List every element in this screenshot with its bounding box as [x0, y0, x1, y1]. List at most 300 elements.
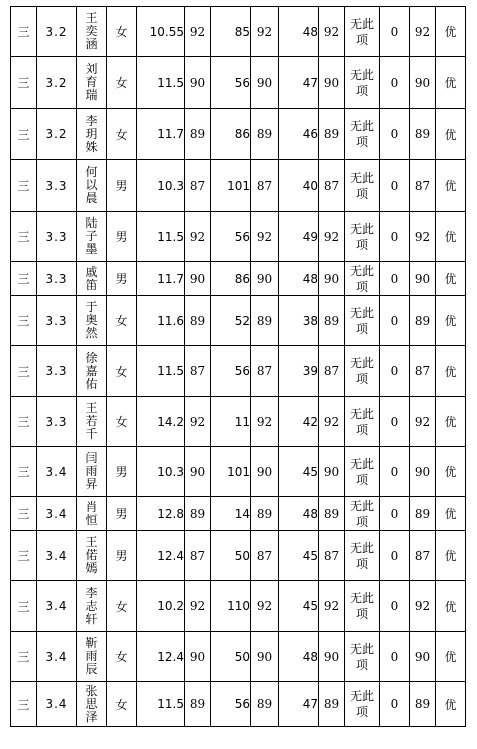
- situp-score-cell-text: 87: [323, 364, 340, 378]
- sprint-time-cell-text: 10.3: [157, 178, 184, 193]
- sprint-time-cell: [137, 296, 185, 346]
- situp-score-cell-text: 92: [323, 24, 340, 39]
- name-cell: [77, 262, 107, 296]
- class-cell: [37, 212, 77, 262]
- extra-points-cell-text: 0: [390, 464, 399, 479]
- rating-cell-text: 优: [444, 507, 457, 521]
- grade-cell-text: 三: [17, 364, 30, 379]
- gender-cell: [107, 296, 137, 346]
- sprint-time-cell-text: 12.8: [157, 506, 184, 521]
- rating-cell-text: 优: [444, 25, 457, 39]
- situp-score-cell: [319, 262, 345, 296]
- grade-cell: [11, 397, 37, 447]
- class-cell: [37, 262, 77, 296]
- class-cell-text: 3.3: [45, 414, 68, 429]
- rope-score-cell-text: 89: [256, 127, 273, 141]
- sprint-score-cell-text: 90: [189, 75, 206, 90]
- rope-score-cell-text: 92: [256, 414, 273, 429]
- class-cell: [37, 581, 77, 632]
- sprint-score-cell-text: 92: [189, 599, 206, 613]
- bonus-item-cell-text: 无此项: [349, 591, 374, 621]
- class-cell-text: 3.3: [45, 229, 68, 244]
- situp-count-cell: [279, 397, 319, 447]
- total-score-cell: [410, 262, 436, 296]
- total-score-cell: [410, 7, 436, 57]
- rating-cell: [436, 57, 466, 109]
- total-score-cell-text: 92: [414, 414, 431, 429]
- situp-score-cell-text: 90: [323, 649, 340, 664]
- total-score-cell: [410, 109, 436, 160]
- table-row: [11, 57, 466, 109]
- rating-cell-text: 优: [444, 650, 457, 664]
- situp-score-cell: [319, 346, 345, 397]
- situp-score-cell-text: 87: [323, 178, 340, 193]
- extra-points-cell: [380, 57, 410, 109]
- table-row: [11, 682, 466, 727]
- rope-count-cell-text: 50: [234, 649, 250, 664]
- table-row: [11, 447, 466, 497]
- rating-cell: [436, 212, 466, 262]
- extra-points-cell: [380, 531, 410, 581]
- name-cell-text: 靳雨辰: [85, 636, 98, 676]
- class-cell-text: 3.4: [45, 649, 68, 664]
- situp-score-cell: [319, 397, 345, 447]
- class-cell: [37, 397, 77, 447]
- sprint-time-cell: [137, 632, 185, 682]
- rope-count-cell: [211, 632, 251, 682]
- grade-cell: [11, 682, 37, 727]
- class-cell-text: 3.2: [45, 127, 68, 141]
- situp-count-cell: [279, 531, 319, 581]
- table-row: [11, 262, 466, 296]
- grade-cell: [11, 581, 37, 632]
- gender-cell: [107, 160, 137, 212]
- sprint-score-cell: [185, 57, 211, 109]
- rating-cell: [436, 109, 466, 160]
- sprint-score-cell-text: 87: [189, 364, 206, 378]
- rope-count-cell: [211, 57, 251, 109]
- gender-cell-text: 男: [115, 179, 128, 193]
- total-score-cell-text: 89: [414, 313, 431, 328]
- sprint-time-cell-text: 11.7: [157, 127, 184, 141]
- name-cell: [77, 397, 107, 447]
- rope-score-cell: [251, 531, 279, 581]
- situp-score-cell-text: 89: [323, 313, 340, 328]
- grade-cell-text: 三: [17, 549, 30, 563]
- class-cell-text: 3.4: [45, 599, 68, 613]
- name-cell: [77, 447, 107, 497]
- total-score-cell: [410, 531, 436, 581]
- rope-count-cell-text: 56: [234, 364, 250, 378]
- class-cell-text: 3.4: [45, 506, 68, 521]
- name-cell-text: 刘育瑞: [85, 62, 98, 102]
- sprint-score-cell: [185, 447, 211, 497]
- bonus-item-cell-text: 无此项: [349, 16, 374, 47]
- sprint-time-cell: [137, 57, 185, 109]
- situp-score-cell-text: 92: [323, 414, 340, 429]
- rope-score-cell-text: 92: [256, 24, 273, 39]
- class-cell-text: 3.4: [45, 464, 68, 479]
- bonus-item-cell: [345, 632, 380, 682]
- bonus-item-cell-text: 无此项: [349, 540, 374, 571]
- rating-cell-text: 优: [444, 465, 457, 479]
- name-cell-text: 于奥然: [85, 300, 98, 340]
- name-cell: [77, 497, 107, 531]
- rope-score-cell: [251, 682, 279, 727]
- bonus-item-cell-text: 无此项: [349, 67, 374, 98]
- sprint-time-cell-text: 12.4: [157, 548, 184, 563]
- bonus-item-cell-text: 无此项: [349, 263, 374, 294]
- sprint-time-cell-text: 10.2: [157, 599, 184, 613]
- situp-count-cell: [279, 682, 319, 727]
- rope-count-cell: [211, 212, 251, 262]
- total-score-cell-text: 90: [414, 464, 431, 479]
- rope-score-cell-text: 87: [256, 548, 273, 563]
- grade-cell: [11, 447, 37, 497]
- sprint-score-cell: [185, 212, 211, 262]
- sprint-score-cell: [185, 7, 211, 57]
- grade-cell: [11, 497, 37, 531]
- rope-count-cell-text: 50: [234, 548, 250, 563]
- rope-score-cell: [251, 296, 279, 346]
- sprint-time-cell-text: 10.3: [157, 464, 184, 479]
- rating-cell-text: 优: [444, 415, 457, 429]
- grade-cell-text: 三: [17, 314, 30, 328]
- table-row: [11, 531, 466, 581]
- sprint-score-cell: [185, 682, 211, 727]
- class-cell-text: 3.3: [45, 178, 68, 193]
- gender-cell: [107, 447, 137, 497]
- sprint-score-cell: [185, 296, 211, 346]
- rating-cell: [436, 7, 466, 57]
- sprint-time-cell: [137, 581, 185, 632]
- sprint-score-cell: [185, 160, 211, 212]
- situp-score-cell: [319, 109, 345, 160]
- rope-score-cell: [251, 397, 279, 447]
- extra-points-cell: [380, 397, 410, 447]
- table-row: [11, 581, 466, 632]
- situp-count-cell: [279, 296, 319, 346]
- bonus-item-cell-text: 无此项: [349, 689, 374, 719]
- rope-count-cell-text: 110: [227, 599, 250, 613]
- rating-cell-text: 优: [444, 549, 457, 563]
- situp-score-cell-text: 90: [323, 75, 340, 90]
- rope-score-cell-text: 87: [256, 364, 273, 378]
- rope-count-cell-text: 11: [234, 414, 250, 429]
- gender-cell-text: 男: [115, 230, 128, 244]
- class-cell: [37, 109, 77, 160]
- situp-count-cell-text: 47: [302, 75, 318, 90]
- rope-count-cell-text: 86: [234, 127, 250, 141]
- sprint-time-cell-text: 14.2: [157, 414, 184, 429]
- extra-points-cell: [380, 581, 410, 632]
- gender-cell: [107, 397, 137, 447]
- class-cell: [37, 531, 77, 581]
- gender-cell-text: 女: [115, 127, 128, 142]
- bonus-item-cell-text: 无此项: [349, 456, 374, 487]
- extra-points-cell-text: 0: [390, 414, 399, 429]
- class-cell-text: 3.3: [45, 271, 68, 286]
- gender-cell-text: 男: [115, 272, 128, 286]
- name-cell-text: 戚笛: [85, 264, 98, 292]
- class-cell: [37, 682, 77, 727]
- rating-cell-text: 优: [444, 314, 457, 328]
- rope-count-cell: [211, 497, 251, 531]
- extra-points-cell-text: 0: [390, 229, 399, 244]
- name-cell: [77, 632, 107, 682]
- rope-count-cell-text: 56: [234, 229, 250, 244]
- situp-count-cell-text: 38: [302, 313, 318, 328]
- gender-cell: [107, 682, 137, 727]
- situp-count-cell: [279, 581, 319, 632]
- rope-count-cell: [211, 682, 251, 727]
- extra-points-cell-text: 0: [390, 697, 399, 711]
- grade-cell-text: 三: [17, 507, 30, 521]
- total-score-cell-text: 90: [414, 271, 431, 286]
- class-cell-text: 3.2: [45, 75, 68, 90]
- rope-count-cell-text: 85: [234, 24, 250, 39]
- situp-count-cell-text: 47: [302, 697, 318, 711]
- situp-count-cell-text: 39: [302, 364, 318, 378]
- rating-cell: [436, 581, 466, 632]
- total-score-cell: [410, 581, 436, 632]
- gender-cell-text: 女: [115, 364, 128, 379]
- bonus-item-cell: [345, 212, 380, 262]
- sprint-time-cell: [137, 682, 185, 727]
- name-cell-text: 王若千: [85, 401, 98, 441]
- rating-cell-text: 优: [444, 272, 457, 286]
- bonus-item-cell: [345, 262, 380, 296]
- rating-cell-text: 优: [444, 599, 457, 614]
- grade-cell: [11, 160, 37, 212]
- total-score-cell-text: 92: [414, 229, 431, 244]
- bonus-item-cell: [345, 581, 380, 632]
- table-row: [11, 109, 466, 160]
- rope-count-cell: [211, 581, 251, 632]
- bonus-item-cell: [345, 7, 380, 57]
- rating-cell-text: 优: [444, 697, 457, 712]
- class-cell-text: 3.3: [45, 313, 68, 328]
- rating-cell: [436, 296, 466, 346]
- name-cell-text: 肖恒: [85, 499, 98, 527]
- total-score-cell-text: 90: [414, 649, 431, 664]
- extra-points-cell-text: 0: [390, 24, 399, 39]
- total-score-cell: [410, 682, 436, 727]
- rope-score-cell-text: 90: [256, 464, 273, 479]
- bonus-item-cell-text: 无此项: [349, 170, 374, 201]
- situp-score-cell: [319, 57, 345, 109]
- rating-cell: [436, 447, 466, 497]
- rating-cell: [436, 632, 466, 682]
- name-cell-text: 徐嘉佑: [85, 350, 98, 391]
- sprint-time-cell-text: 12.4: [157, 649, 184, 664]
- class-cell: [37, 296, 77, 346]
- name-cell: [77, 346, 107, 397]
- gender-cell-text: 男: [115, 549, 128, 563]
- bonus-item-cell-text: 无此项: [349, 356, 374, 386]
- rope-count-cell: [211, 160, 251, 212]
- rating-cell: [436, 497, 466, 531]
- name-cell: [77, 212, 107, 262]
- name-cell: [77, 581, 107, 632]
- situp-score-cell: [319, 7, 345, 57]
- situp-count-cell: [279, 7, 319, 57]
- total-score-cell-text: 92: [414, 24, 431, 39]
- situp-count-cell-text: 46: [302, 127, 318, 141]
- class-cell: [37, 632, 77, 682]
- gender-cell-text: 女: [115, 76, 128, 90]
- grade-cell: [11, 262, 37, 296]
- sprint-time-cell: [137, 497, 185, 531]
- total-score-cell-text: 90: [414, 75, 431, 90]
- table-row: [11, 397, 466, 447]
- gender-cell-text: 女: [115, 25, 128, 39]
- class-cell-text: 3.3: [45, 364, 68, 378]
- rope-score-cell: [251, 447, 279, 497]
- total-score-cell: [410, 397, 436, 447]
- sprint-time-cell: [137, 346, 185, 397]
- sprint-score-cell-text: 90: [189, 271, 206, 286]
- situp-count-cell-text: 45: [302, 599, 318, 613]
- situp-score-cell-text: 87: [323, 548, 340, 563]
- name-cell-text: 王奕涵: [85, 11, 98, 51]
- rope-score-cell-text: 90: [256, 75, 273, 90]
- rating-cell-text: 优: [444, 127, 457, 142]
- situp-count-cell: [279, 262, 319, 296]
- rope-count-cell-text: 101: [227, 178, 250, 193]
- situp-score-cell-text: 90: [323, 271, 340, 286]
- extra-points-cell-text: 0: [390, 364, 399, 378]
- gender-cell: [107, 531, 137, 581]
- bonus-item-cell-text: 无此项: [349, 406, 374, 437]
- rating-cell-text: 优: [444, 76, 457, 90]
- rope-score-cell: [251, 497, 279, 531]
- sprint-time-cell: [137, 109, 185, 160]
- bonus-item-cell-text: 无此项: [349, 498, 374, 529]
- sprint-time-cell: [137, 7, 185, 57]
- situp-score-cell: [319, 160, 345, 212]
- total-score-cell-text: 92: [414, 599, 431, 613]
- rating-cell: [436, 531, 466, 581]
- rating-cell-text: 优: [444, 230, 457, 244]
- bonus-item-cell: [345, 346, 380, 397]
- rating-cell: [436, 160, 466, 212]
- sprint-time-cell: [137, 262, 185, 296]
- rope-count-cell-text: 52: [234, 313, 250, 328]
- rope-count-cell: [211, 262, 251, 296]
- rope-score-cell: [251, 346, 279, 397]
- gender-cell: [107, 212, 137, 262]
- name-cell-text: 陆子墨: [85, 216, 98, 256]
- table-row: [11, 346, 466, 397]
- grade-cell-text: 三: [17, 127, 30, 142]
- sprint-time-cell-text: 11.7: [157, 271, 184, 286]
- sprint-time-cell: [137, 160, 185, 212]
- grade-cell: [11, 531, 37, 581]
- total-score-cell: [410, 296, 436, 346]
- situp-count-cell-text: 45: [302, 464, 318, 479]
- bonus-item-cell: [345, 109, 380, 160]
- total-score-cell-text: 89: [414, 506, 431, 521]
- situp-score-cell: [319, 581, 345, 632]
- sprint-time-cell-text: 11.6: [157, 313, 184, 328]
- name-cell-text: 闫雨昇: [85, 451, 98, 491]
- sprint-score-cell-text: 89: [189, 127, 206, 141]
- class-cell-text: 3.4: [45, 548, 68, 563]
- rope-count-cell: [211, 7, 251, 57]
- sprint-score-cell-text: 90: [189, 464, 206, 479]
- situp-count-cell-text: 45: [302, 548, 318, 563]
- extra-points-cell-text: 0: [390, 506, 399, 521]
- rating-cell-text: 优: [444, 364, 457, 379]
- extra-points-cell: [380, 212, 410, 262]
- total-score-cell: [410, 212, 436, 262]
- name-cell-text: 王偌嫣: [85, 535, 98, 575]
- situp-score-cell: [319, 531, 345, 581]
- grade-cell: [11, 296, 37, 346]
- situp-count-cell: [279, 632, 319, 682]
- rating-cell: [436, 682, 466, 727]
- situp-score-cell: [319, 296, 345, 346]
- extra-points-cell-text: 0: [390, 599, 399, 613]
- table-row: [11, 160, 466, 212]
- class-cell: [37, 497, 77, 531]
- situp-score-cell-text: 90: [323, 464, 340, 479]
- extra-points-cell: [380, 497, 410, 531]
- sprint-score-cell-text: 89: [189, 313, 206, 328]
- bonus-item-cell: [345, 531, 380, 581]
- gender-cell-text: 女: [115, 599, 128, 614]
- grade-cell: [11, 57, 37, 109]
- total-score-cell-text: 87: [414, 178, 431, 193]
- grade-cell: [11, 7, 37, 57]
- bonus-item-cell: [345, 497, 380, 531]
- grade-cell-text: 三: [17, 415, 30, 429]
- sprint-time-cell-text: 11.5: [157, 229, 184, 244]
- sprint-score-cell: [185, 262, 211, 296]
- grade-cell: [11, 632, 37, 682]
- score-table: [10, 6, 466, 727]
- sprint-score-cell-text: 90: [189, 649, 206, 664]
- class-cell: [37, 7, 77, 57]
- grade-cell-text: 三: [17, 179, 30, 193]
- extra-points-cell: [380, 160, 410, 212]
- bonus-item-cell: [345, 397, 380, 447]
- gender-cell-text: 男: [115, 507, 128, 521]
- name-cell: [77, 682, 107, 727]
- rope-count-cell-text: 56: [234, 75, 250, 90]
- table-row: [11, 7, 466, 57]
- situp-count-cell-text: 48: [302, 24, 318, 39]
- situp-score-cell: [319, 497, 345, 531]
- extra-points-cell: [380, 262, 410, 296]
- rating-cell: [436, 397, 466, 447]
- rope-score-cell: [251, 109, 279, 160]
- situp-count-cell-text: 49: [302, 229, 318, 244]
- rope-count-cell: [211, 296, 251, 346]
- table-row: [11, 212, 466, 262]
- grade-cell-text: 三: [17, 230, 30, 244]
- situp-count-cell-text: 48: [302, 649, 318, 664]
- sprint-time-cell-text: 11.5: [157, 697, 184, 711]
- rope-score-cell-text: 92: [256, 229, 273, 244]
- rope-score-cell: [251, 57, 279, 109]
- rope-count-cell-text: 56: [234, 697, 250, 711]
- table-row: [11, 632, 466, 682]
- situp-score-cell-text: 92: [323, 599, 340, 613]
- situp-count-cell: [279, 57, 319, 109]
- situp-score-cell: [319, 632, 345, 682]
